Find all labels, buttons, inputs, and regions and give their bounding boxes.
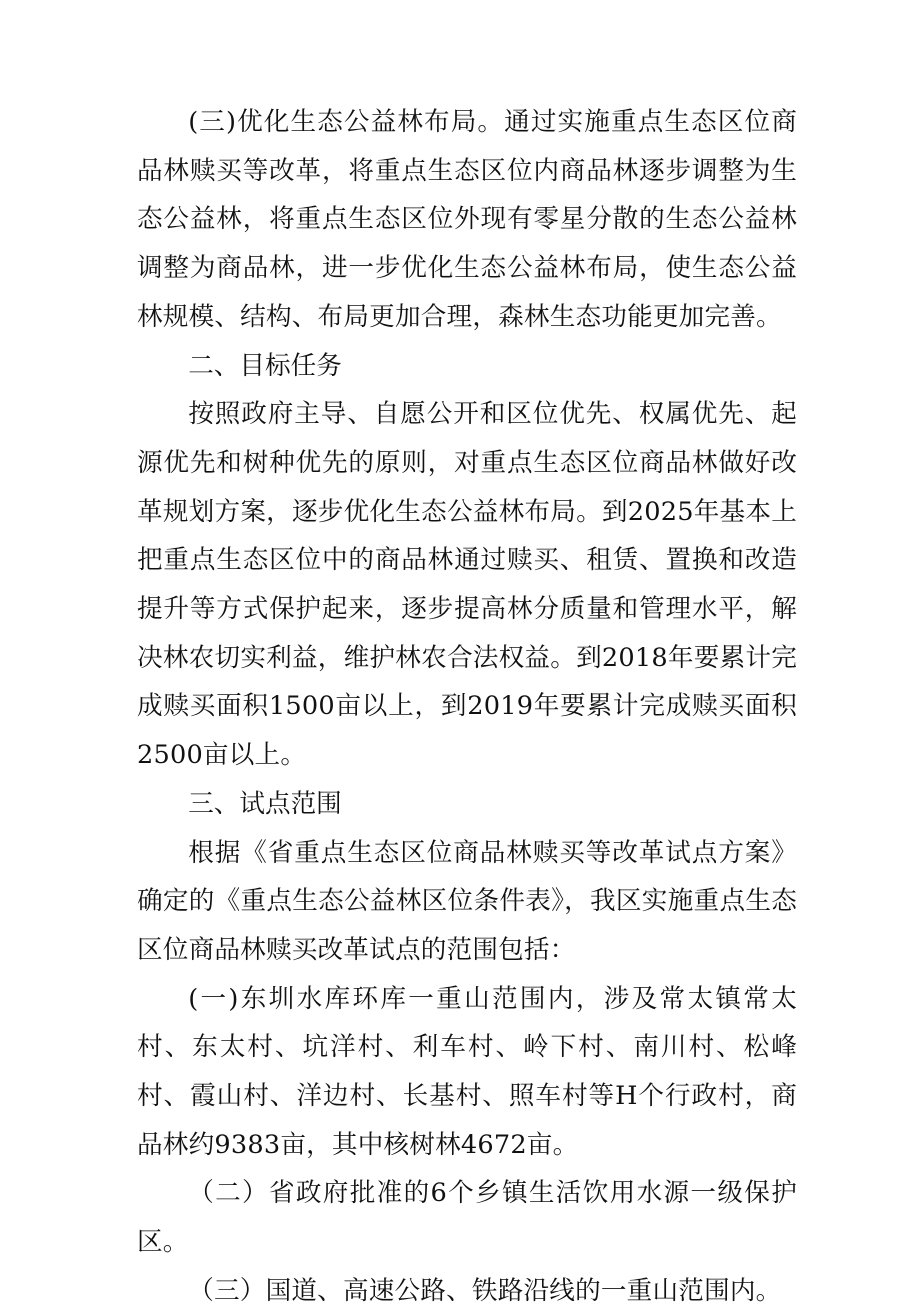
paragraph-pilot-scope-intro: 根据《省重点生态区位商品林赎买等改革试点方案》确定的《重点生态公益林区位条件表》，我区实施重点生态区位商品林赎买改革试点的范围包括：: [137, 837, 797, 965]
paragraph-scope-item-1: (一)东圳水库环库一重山范围内，涉及常太镇常太村、东太村、坑洋村、利车村、岭下村、南川村、松峰村、霞山村、洋边村、长基村、照车村等H个行政村，商品林约9383亩，其中核树林4672亩。: [137, 983, 797, 1160]
paragraph-optimize-layout: (三)优化生态公益林布局。通过实施重点生态区位商品林赎买等改革，将重点生态区位内商品林逐步调整为生态公益林，将重点生态区位外现有零星分散的生态公益林调整为商品林，进一步优化生态公益林布局，使生态公益林规模、结构、布局更加合理，森林生态功能更加完善。: [137, 107, 797, 332]
heading-goals-tasks: 二、目标任务: [188, 350, 342, 381]
paragraph-scope-item-2: （二）省政府批准的6个乡镇生活饮用水源一级保护区。: [137, 1178, 797, 1258]
document-body: [137, 98, 797, 1316]
heading-pilot-scope: 三、试点范围: [188, 788, 342, 819]
paragraph-scope-item-3: （三）国道、高速公路、铁路沿线的一重山范围内。: [188, 1275, 782, 1306]
paragraph-goals-tasks: 按照政府主导、自愿公开和区位优先、权属优先、起源优先和树种优先的原则，对重点生态区位商品林做好改革规划方案，逐步优化生态公益林布局。到2025年基本上把重点生态区位中的商品林通过赎买、租赁、置换和改造提升等方式保护起来，逐步提高林分质量和管理水平，解决林农切实利益，维护林农合法权益。到2018年要累计完成赎买面积1500亩以上，到2019年要累计完成赎买面积2500亩以上。: [137, 399, 797, 771]
